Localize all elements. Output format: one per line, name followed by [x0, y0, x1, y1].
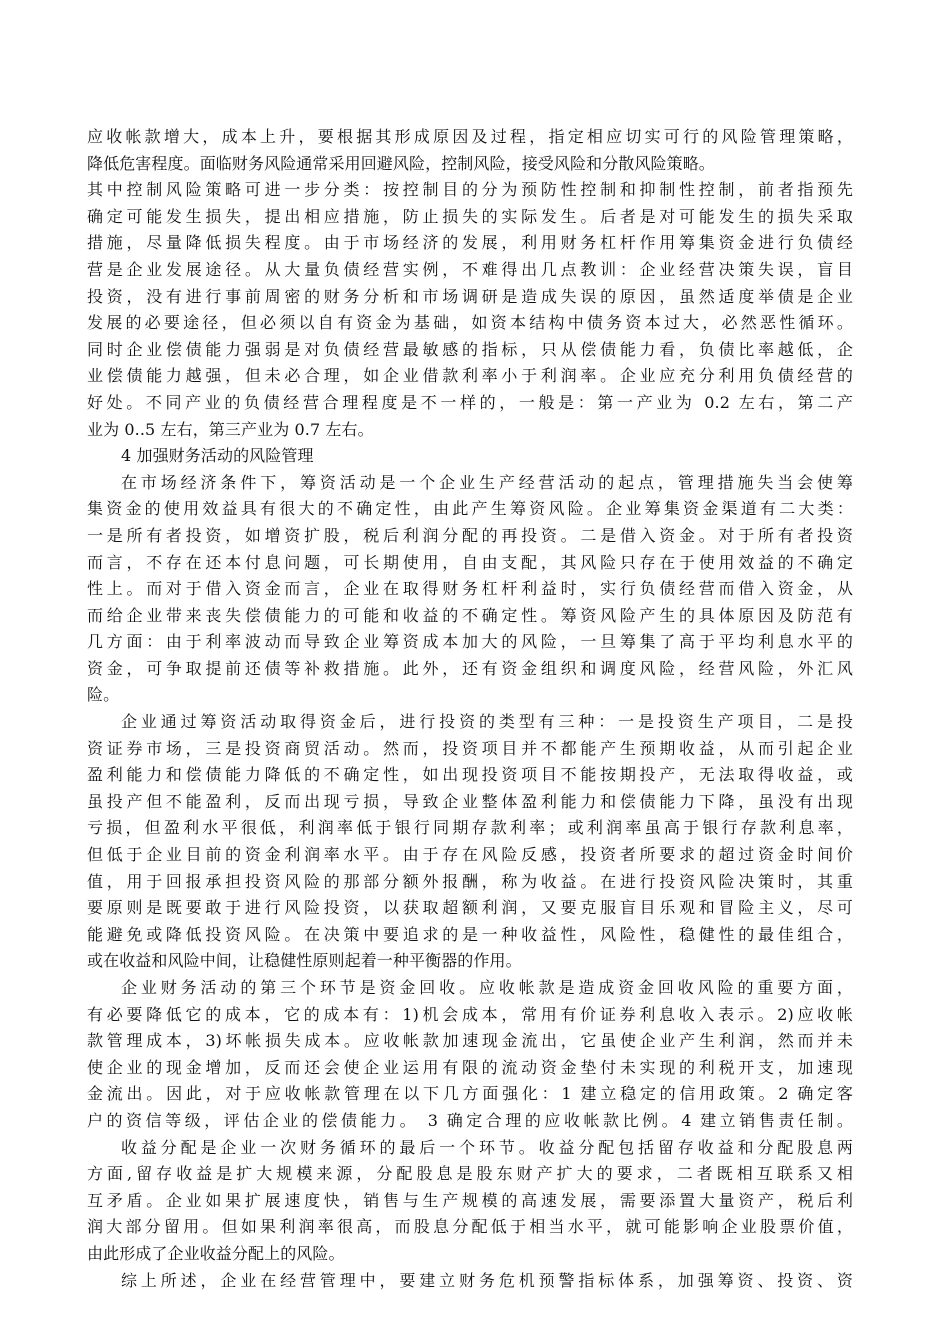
text-line: 同时企业偿债能力强弱是对负债经营最敏感的指标，只从偿债能力看，负债比率越低，企 [87, 339, 853, 359]
text-line: 款管理成本，3)坏帐损失成本。应收帐款加速现金流出，它虽使企业产生利润，然而并未 [87, 1031, 853, 1051]
text-line: 几方面：由于利率波动而导致企业筹资成本加大的风险，一旦筹集了高于平均利息水平的 [87, 632, 853, 652]
text-line: 互矛盾。企业如果扩展速度快，销售与生产规模的高速发展，需要添置大量资产，税后利 [87, 1190, 853, 1210]
text-line: 好处。不同产业的负债经营合理程度是不一样的，一般是：第一产业为 0.2 左右，第二产 [87, 392, 853, 412]
text-line: 在市场经济条件下，筹资活动是一个企业生产经营活动的起点，管理措施失当会使筹 [121, 472, 853, 492]
text-line: 业偿债能力越强，但未必合理，如企业借款利率小于利润率。企业应充分利用负债经营的 [87, 366, 853, 386]
text-line: 或在收益和风险中间，让稳健性原则起着一种平衡器的作用。 [87, 951, 522, 971]
text-line: 而给企业带来丧失偿债能力的可能和收益的不确定性。筹资风险产生的具体原因及防范有 [87, 605, 853, 625]
text-line: 综上所述，企业在经营管理中，要建立财务危机预警指标体系，加强筹资、投资、资 [121, 1270, 853, 1290]
text-line: 金流出。因此，对于应收帐款管理在以下几方面强化：1 建立稳定的信用政策。2 确定客 [87, 1084, 853, 1104]
text-line: 确定可能发生损失，提出相应措施，防止损失的实际发生。后者是对可能发生的损失采取 [87, 206, 853, 226]
text-line: 业为 0..5 左右，第三产业为 0.7 左右。 [87, 419, 374, 439]
text-line: 降低危害程度。面临财务风险通常采用回避风险，控制风险，接受风险和分散风险策略。 [87, 153, 715, 173]
text-line: 一是所有者投资，如增资扩股，税后利润分配的再投资。二是借入资金。对于所有者投资 [87, 525, 853, 545]
text-line: 方面,留存收益是扩大规模来源，分配股息是股东财产扩大的要求，二者既相互联系又相 [87, 1164, 853, 1184]
text-line: 企业通过筹资活动取得资金后，进行投资的类型有三种：一是投资生产项目，二是投 [121, 712, 853, 732]
text-line: 险。 [87, 685, 120, 705]
text-line: 收益分配是企业一次财务循环的最后一个环节。收益分配包括留存收益和分配股息两 [121, 1137, 853, 1157]
text-line: 虽投产但不能盈利，反而出现亏损，导致企业整体盈利能力和偿债能力下降，虽没有出现 [87, 791, 853, 811]
body-text [87, 124, 853, 1294]
text-line: 营是企业发展途径。从大量负债经营实例，不难得出几点教训：企业经营决策失误，盲目 [87, 259, 853, 279]
text-line: 企业财务活动的第三个环节是资金回收。应收帐款是造成资金回收风险的重要方面， [121, 978, 853, 997]
text-line: 使企业的现金增加，反而还会使企业运用有限的流动资金垫付未实现的利税开支，加速现 [87, 1057, 853, 1077]
text-line: 润大部分留用。但如果利润率很高，而股息分配低于相当水平，就可能影响企业股票价值， [87, 1217, 853, 1237]
text-line: 资金，可争取提前还债等补救措施。此外，还有资金组织和调度风险，经营风险，外汇风 [87, 658, 853, 678]
text-line: 资证券市场，三是投资商贸活动。然而，投资项目并不都能产生预期收益，从而引起企业 [87, 738, 853, 758]
text-line: 要原则是既要敢于进行风险投资，以获取超额利润，又要克服盲目乐观和冒险主义，尽可 [87, 898, 853, 918]
text-line: 集资金的使用效益具有很大的不确定性，由此产生筹资风险。企业筹集资金渠道有二大类： [87, 499, 853, 519]
text-line: 发展的必要途径，但必须以自有资金为基础，如资本结构中债务资本过大，必然恶性循环。 [87, 313, 853, 333]
text-line: 应收帐款增大，成本上升，要根据其形成原因及过程，指定相应切实可行的风险管理策略， [87, 127, 853, 146]
text-line: 但低于企业目前的资金利润率水平。由于存在风险反感，投资者所要求的超过资金时间价 [87, 845, 853, 865]
text-line: 能避免或降低投资风险。在决策中要追求的是一种收益性，风险性，稳健性的最佳组合， [87, 924, 853, 944]
text-line: 其中控制风险策略可进一步分类：按控制目的分为预防性控制和抑制性控制，前者指预先 [87, 180, 853, 200]
text-line: 4 加强财务活动的风险管理 [121, 446, 314, 466]
text-line: 而言，不存在还本付息问题，可长期使用，自由支配，其风险只存在于使用效益的不确定 [87, 552, 853, 572]
text-line: 由此形成了企业收益分配上的风险。 [87, 1243, 345, 1263]
text-line: 亏损，但盈利水平很低，利润率低于银行同期存款利率；或利润率虽高于银行存款利息率， [87, 818, 853, 838]
text-line: 措施，尽量降低损失程度。由于市场经济的发展，利用财务杠杆作用筹集资金进行负债经 [87, 233, 853, 253]
text-line: 有必要降低它的成本，它的成本有：1)机会成本，常用有价证券利息收入表示。2)应收帐 [87, 1004, 853, 1024]
text-line: 性上。而对于借入资金而言，企业在取得财务杠杆利益时，实行负债经营而借入资金，从 [87, 579, 853, 599]
text-line: 投资，没有进行事前周密的财务分析和市场调研是造成失误的原因，虽然适度举债是企业 [87, 286, 853, 306]
text-line: 值，用于回报承担投资风险的那部分额外报酬，称为收益。在进行投资风险决策时，其重 [87, 871, 853, 891]
text-line: 盈利能力和偿债能力降低的不确定性，如出现投资项目不能按期投产，无法取得收益，或 [87, 765, 853, 785]
text-line: 户的资信等级，评估企业的偿债能力。 3 确定合理的应收帐款比例。4 建立销售责任制。 [87, 1110, 853, 1130]
